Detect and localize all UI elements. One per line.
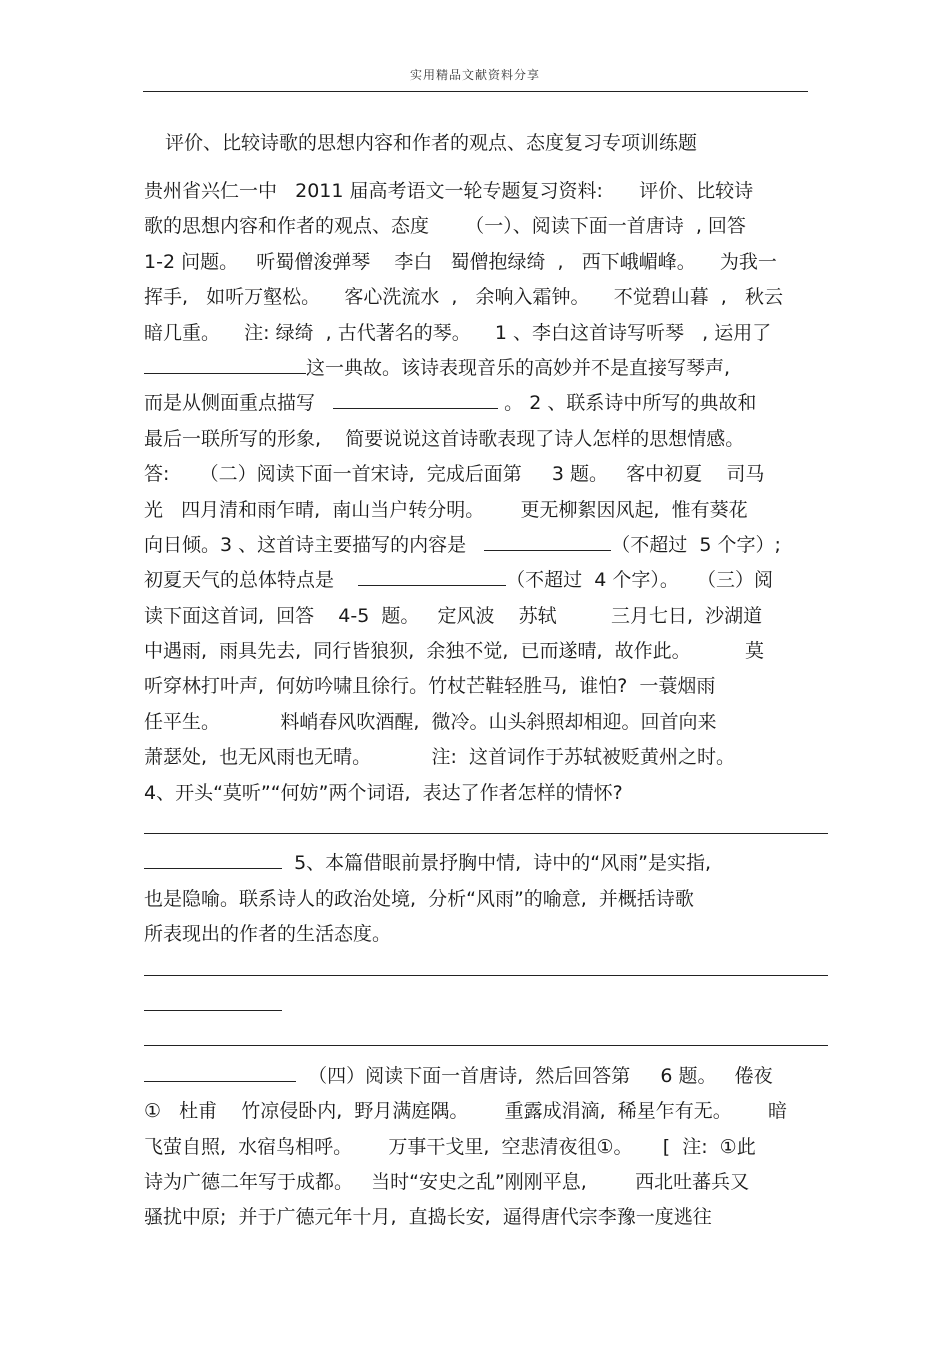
text-line: ① 杜甫 竹凉侵卧内, 野月满庭隅。 重露成涓滴, 稀星乍有无。 暗 bbox=[144, 1100, 788, 1123]
text-line bbox=[144, 811, 834, 846]
document-body bbox=[144, 174, 834, 1236]
text-line bbox=[144, 563, 834, 598]
text-line: 听穿林打叶声, 何妨吟啸且徐行。竹杖芒鞋轻胜马, 谁怕? 一蓑烟雨 bbox=[144, 675, 716, 698]
answer-blank bbox=[333, 389, 498, 409]
text-line: 飞萤自照, 水宿鸟相呼。 万事干戈里, 空悲清夜徂①。 [ 注: ①此 bbox=[144, 1135, 756, 1158]
text-line: 4、开头“莫听”“何妨”两个词语, 表达了作者怎样的情怀? bbox=[144, 781, 623, 804]
text-line: 贵州省兴仁一中 2011 届高考语文一轮专题复习资料: 评价、比较诗 bbox=[144, 180, 754, 202]
text-line: 骚扰中原; 并于广德元年十月, 直捣长安, 逼得唐代宗李豫一度逃往 bbox=[144, 1206, 712, 1229]
text-line bbox=[144, 386, 834, 421]
text-line bbox=[144, 988, 834, 1023]
text-line: 答: （二）阅读下面一首宋诗, 完成后面第 3 题。 客中初夏 司马 bbox=[144, 463, 765, 486]
answer-blank bbox=[144, 354, 306, 374]
line-text: （四）阅读下面一首唐诗, 然后回答第 6 题。 倦夜 bbox=[296, 1064, 773, 1087]
text-line: 所表现出的作者的生活态度。 bbox=[144, 923, 392, 946]
document-title: 评价、比较诗歌的思想内容和作者的观点、态度复习专项训练题 bbox=[165, 132, 698, 154]
text-line: 任平生。 料峭春风吹酒醒, 微冷。山头斜照却相迎。回首向来 bbox=[144, 710, 717, 733]
line-text: （不超过 5 个字）; bbox=[611, 533, 781, 556]
page-header: 实用精品文献资料分享 bbox=[409, 68, 540, 82]
text-line: 萧瑟处, 也无风雨也无晴。 注: 这首词作于苏轼被贬黄州之时。 bbox=[144, 746, 735, 769]
line-text: 这一典故。该诗表现音乐的高妙并不是直接写琴声, bbox=[306, 356, 731, 379]
text-line bbox=[144, 846, 834, 881]
text-line: 歌的思想内容和作者的观点、态度 （一）、阅读下面一首唐诗 , 回答 bbox=[144, 215, 746, 238]
text-line: 最后一联所写的形象, 简要说说这首诗歌表现了诗人怎样的思想情感。 bbox=[144, 427, 745, 450]
header-divider bbox=[143, 91, 808, 92]
text-line: 暗几重。 注: 绿绮 , 古代著名的琴。 1 、李白这首诗写听琴 , 运用了 bbox=[144, 321, 772, 344]
text-line bbox=[144, 528, 834, 563]
line-text: 而是从侧面重点描写 bbox=[144, 392, 334, 415]
text-line: 挥手, 如听万壑松。 客心洗流水 , 余响入霜钟。 不觉碧山暮 , 秋云 bbox=[144, 286, 783, 309]
text-line bbox=[144, 351, 834, 386]
text-line: 光 四月清和雨乍晴, 南山当户转分明。 更无柳絮因风起, 惟有葵花 bbox=[144, 498, 748, 521]
line-text: 向日倾。3 、这首诗主要描写的内容是 bbox=[144, 533, 485, 556]
text-line bbox=[144, 1059, 834, 1094]
answer-blank bbox=[144, 991, 282, 1011]
text-line bbox=[144, 953, 834, 988]
line-text: （不超过 4 个字）。 （三）阅 bbox=[506, 569, 773, 592]
answer-blank bbox=[144, 814, 828, 834]
answer-blank bbox=[144, 956, 828, 976]
answer-blank bbox=[144, 1062, 296, 1082]
answer-blank bbox=[144, 849, 282, 869]
text-line: 也是隐喻。联系诗人的政治处境, 分析“风雨”的喻意, 并概括诗歌 bbox=[144, 887, 694, 910]
text-line: 诗为广德二年写于成都。 当时“安史之乱”刚刚平息, 西北吐蕃兵又 bbox=[144, 1170, 750, 1193]
line-text: 。 2 、联系诗中所写的典故和 bbox=[498, 392, 757, 415]
line-text: 初夏天气的总体特点是 bbox=[144, 569, 359, 592]
answer-blank bbox=[484, 531, 611, 551]
text-line: 读下面这首词, 回答 4-5 题。 定风波 苏轼 三月七日, 沙湖道 bbox=[144, 604, 763, 627]
line-text: 5、本篇借眼前景抒胸中情, 诗中的“风雨”是实指, bbox=[282, 852, 712, 875]
answer-blank bbox=[144, 1026, 828, 1046]
answer-blank bbox=[358, 566, 506, 586]
text-line: 1-2 问题。 听蜀僧浚弹琴 李白 蜀僧抱绿绮 , 西下峨嵋峰。 为我一 bbox=[144, 250, 777, 273]
text-line bbox=[144, 1023, 834, 1058]
text-line: 中遇雨, 雨具先去, 同行皆狼狈, 余独不觉, 已而遂晴, 故作此。 莫 bbox=[144, 640, 764, 663]
